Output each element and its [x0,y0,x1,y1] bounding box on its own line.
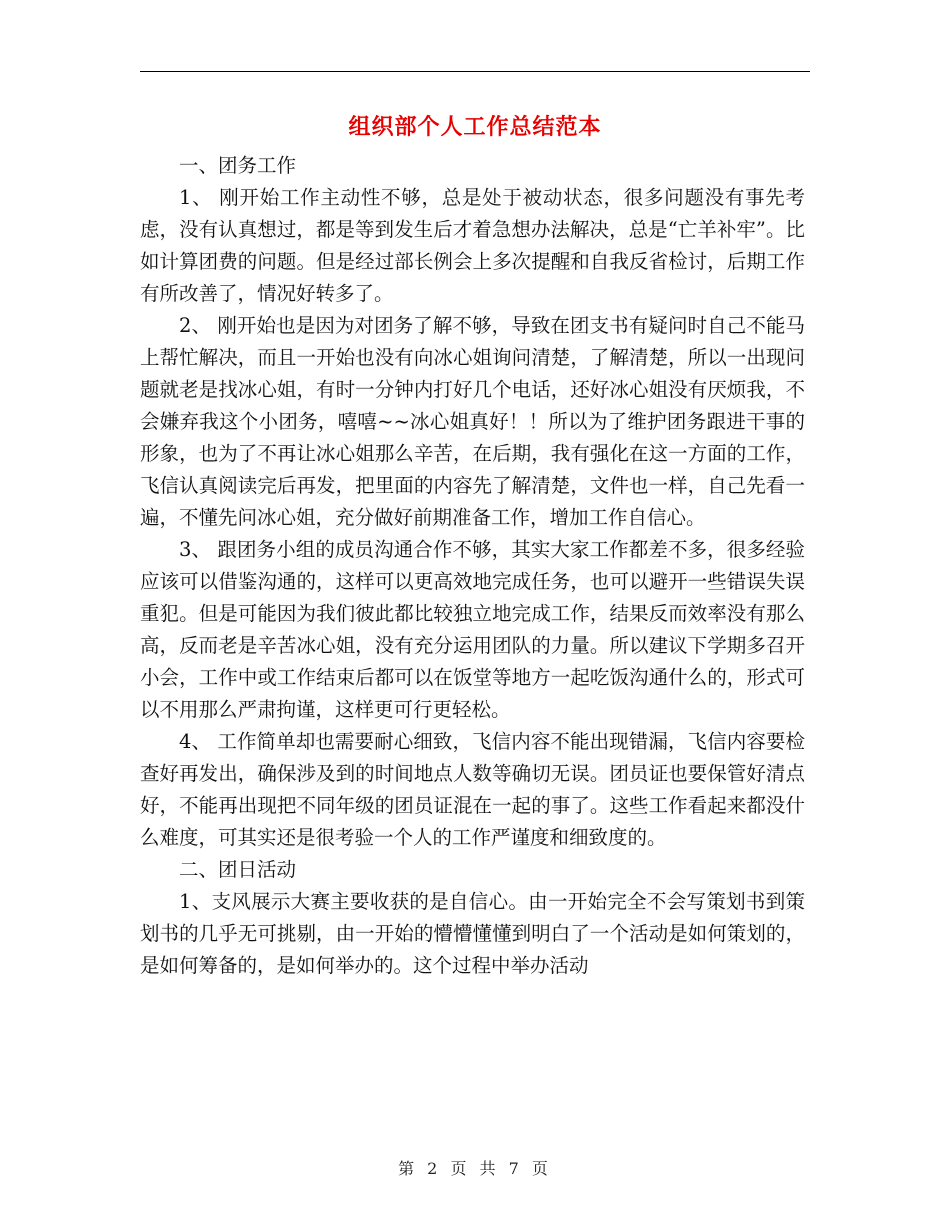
paragraph: 2、 刚开始也是因为对团务了解不够，导致在团支书有疑问时自己不能马上帮忙解决，而且一开始也没有向冰心姐询问清楚，了解清楚，所以一出现问题就老是找冰心姐，有时一分钟内打好几个电话，还好冰心姐没有厌烦我，不会嫌弃我这个小团务，嘻嘻~~冰心姐真好！！所以为了维护团务跟进干事的形象，也为了不再让冰心姐那么辛苦，在后期，我有强化在这一方面的工作，飞信认真阅读完后再发，把里面的内容先了解清楚，文件也一样，自己先看一遍，不懂先问冰心姐，充分做好前期准备工作，增加工作自信心。 [140,314,805,529]
paragraph: 1、 刚开始工作主动性不够，总是处于被动状态，很多问题没有事先考虑，没有认真想过，都是等到发生后才着急想办法解决，总是“亡羊补牢”。比如计算团费的问题。但是经过部长例会上多次提醒和自我反省检讨，后期工作有所改善了，情况好转多了。 [140,186,805,305]
paragraph: 1、支风展示大赛主要收获的是自信心。由一开始完全不会写策划书到策划书的几乎无可挑剔，由一开始的懵懵懂懂到明白了一个活动是如何策划的，是如何筹备的，是如何举办的。这个过程中举办活动 [140,890,805,977]
section-heading: 二、团日活动 [179,858,297,881]
section-heading: 一、团务工作 [179,154,297,177]
page-footer: 第 2 页 共 7 页 [398,1159,552,1178]
document-body [140,150,805,982]
paragraph: 3、 跟团务小组的成员沟通合作不够，其实大家工作都差不多，很多经验应该可以借鉴沟通的，这样可以更高效地完成任务，也可以避开一些错误失误重犯。但是可能因为我们彼此都比较独立地完成工作，结果反而效率没有那么高，反而老是辛苦冰心姐，没有充分运用团队的力量。所以建议下学期多召开小会，工作中或工作结束后都可以在饭堂等地方一起吃饭沟通什么的，形式可以不用那么严肃拘谨，这样更可行更轻松。 [140,538,805,721]
document-title: 组织部个人工作总结范本 [348,115,602,140]
paragraph: 4、 工作简单却也需要耐心细致，飞信内容不能出现错漏，飞信内容要检查好再发出，确保涉及到的时间地点人数等确切无误。团员证也要保管好清点好，不能再出现把不同年级的团员证混在一起的事了。这些工作看起来都没什么难度，可其实还是很考验一个人的工作严谨度和细致度的。 [140,730,805,849]
header-rule [140,71,810,72]
